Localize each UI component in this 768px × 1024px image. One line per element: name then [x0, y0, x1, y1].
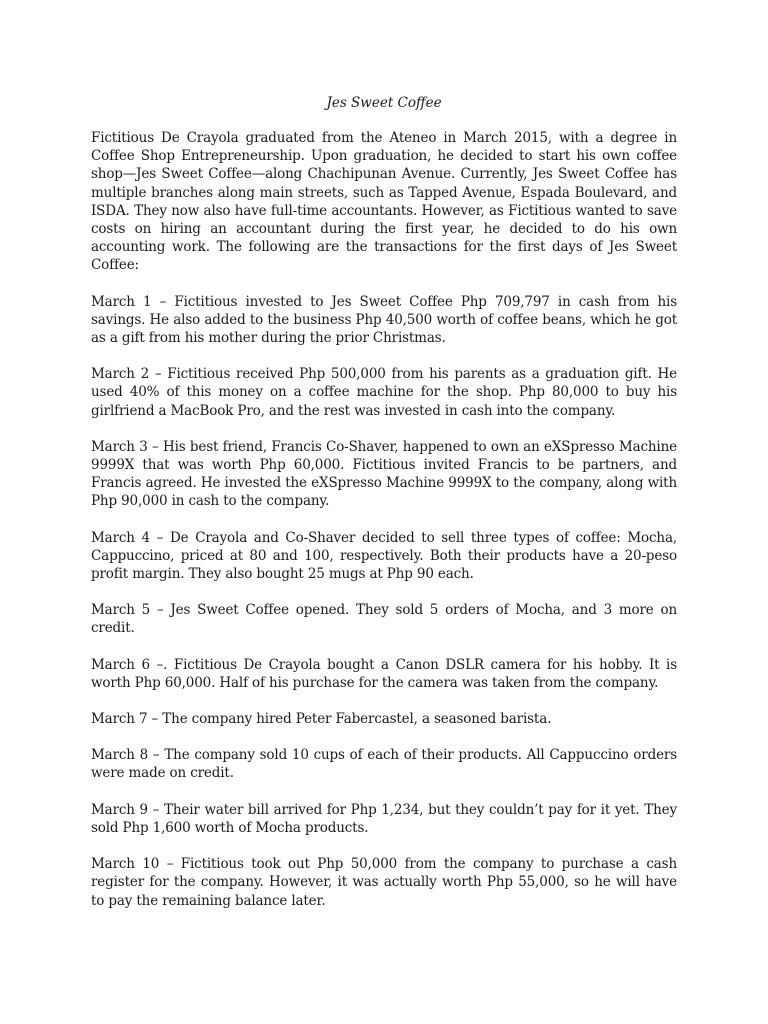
transaction-march-3: March 3 – His best friend, Francis Co-Shaver, happened to own an eXSpresso Machine 9999X that was worth Php 60,000. Fictitious invited Francis to be partners, and Francis agreed. He invested the eXSpresso Machine 9999X to the company, along with Php 90,000 in cash to the company.	[91, 438, 677, 510]
transaction-march-8: March 8 – The company sold 10 cups of each of their products. All Cappuccino orders were made on credit.	[91, 747, 677, 782]
transaction-march-10: March 10 – Fictitious took out Php 50,000 from the company to purchase a cash register for the company. However, it was actually worth Php 55,000, so he will have to pay the remaining balance later.	[91, 856, 677, 909]
transaction-march-2: March 2 – Fictitious received Php 500,000 from his parents as a graduation gift. He used 40% of this money on a coffee machine for the shop. Php 80,000 to buy his girlfriend a MacBook Pro, and the rest was invested in cash into the company.	[91, 366, 677, 419]
transaction-march-7: March 7 – The company hired Peter Fabercastel, a seasoned barista.	[91, 711, 552, 728]
transaction-march-6: March 6 –. Fictitious De Crayola bought a Canon DSLR camera for his hobby. It is worth Php 60,000. Half of his purchase for the camera was taken from the company.	[91, 656, 677, 691]
transaction-march-4: March 4 – De Crayola and Co-Shaver decided to sell three types of coffee: Mocha, Cappuccino, priced at 80 and 100, respectively. Both their products have a 20-peso profit margin. They also bought 25 mugs at Php 90 each.	[91, 529, 677, 583]
transaction-march-1: March 1 – Fictitious invested to Jes Sweet Coffee Php 709,797 in cash from his savings. He also added to the business Php 40,500 worth of coffee beans, which he got as a gift from his mother during the prior Christmas.	[91, 293, 677, 347]
transaction-march-9: March 9 – Their water bill arrived for Php 1,234, but they couldn’t pay for it yet. They sold Php 1,600 worth of Mocha products.	[91, 801, 677, 836]
intro-paragraph: Fictitious De Crayola graduated from the Ateneo in March 2015, with a degree in Coffee Shop Entrepreneurship. Upon graduation, he decided to start his own coffee shop—Jes Sweet Coffee—along Chachipunan Avenue. Currently, Jes Sweet Coffee has multiple branches along main streets, such as Tapped Avenue, Espada Boulevard, and ISDA. They now also have full-time accountants. However, as Fictitious wanted to save costs on hiring an accountant during the first year, he decided to do his own accounting work. The following are the transactions for the first days of Jes Sweet Coffee:	[91, 130, 677, 274]
transaction-march-5: March 5 – Jes Sweet Coffee opened. They sold 5 orders of Mocha, and 3 more on credit.	[91, 602, 677, 637]
document-title: Jes Sweet Coffee	[326, 95, 442, 111]
document-page	[91, 94, 677, 928]
